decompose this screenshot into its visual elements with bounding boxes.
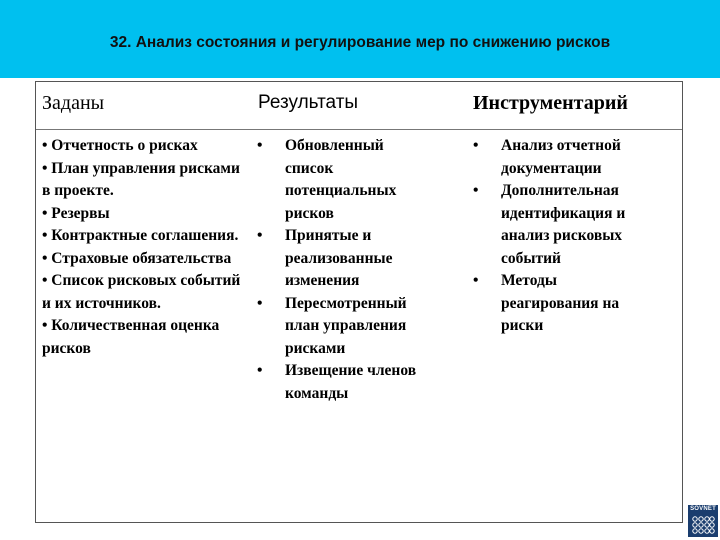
list-item xyxy=(257,293,467,361)
list-item: • Отчетность о рисках xyxy=(42,137,198,154)
column-given xyxy=(42,135,252,360)
list-item xyxy=(257,360,467,405)
header-results: Результаты xyxy=(258,92,359,113)
list-item: • Резервы xyxy=(42,204,110,222)
list-item: • Количественная оценка рисков xyxy=(42,317,220,357)
list-item-text: Анализ отчетной документации xyxy=(501,137,621,177)
list-item: • Страховые обязательства xyxy=(42,249,232,267)
header-divider xyxy=(36,129,682,130)
list-item-text: Методы реагирования на риски xyxy=(501,272,620,334)
list-item xyxy=(257,135,467,225)
list-item-text: Обновленный список потенциальных рисков xyxy=(285,137,397,222)
column-tools xyxy=(473,135,678,338)
bullet: • xyxy=(473,272,479,289)
bullet: • xyxy=(473,182,479,199)
list-item xyxy=(473,270,678,338)
sovnet-logo xyxy=(688,505,718,537)
list-item xyxy=(473,135,678,180)
bullet: • xyxy=(257,137,263,154)
bullet: • xyxy=(257,227,263,244)
bullet: • xyxy=(473,137,479,154)
bullet: • xyxy=(257,362,263,379)
list-item: • Список рисковых событий и их источников. xyxy=(42,272,241,312)
list-item: • Контрактные соглашения. xyxy=(42,227,239,244)
list-item-text: Извещение членов команды xyxy=(285,362,417,402)
list-item xyxy=(473,180,678,270)
risk-table xyxy=(35,81,683,523)
list-item-text: Пересмотренный план управления рисками xyxy=(285,294,407,357)
logo-grid-icon xyxy=(691,515,715,535)
list-item xyxy=(257,225,467,293)
list-item-text: Принятые и реализованные изменения xyxy=(285,227,393,289)
list-item: • План управления рисками в проекте. xyxy=(42,159,240,199)
column-results xyxy=(257,135,467,405)
slide-title: 32. Анализ состояния и регулирование мер по снижению рисков xyxy=(109,34,611,51)
list-item-text: Дополнительная идентификация и анализ рисковых событий xyxy=(501,182,626,267)
header-tools: Инструментарий xyxy=(473,92,628,114)
logo-text: SOVNET xyxy=(690,506,716,512)
bullet: • xyxy=(257,294,263,312)
header-given: Заданы xyxy=(42,92,105,114)
